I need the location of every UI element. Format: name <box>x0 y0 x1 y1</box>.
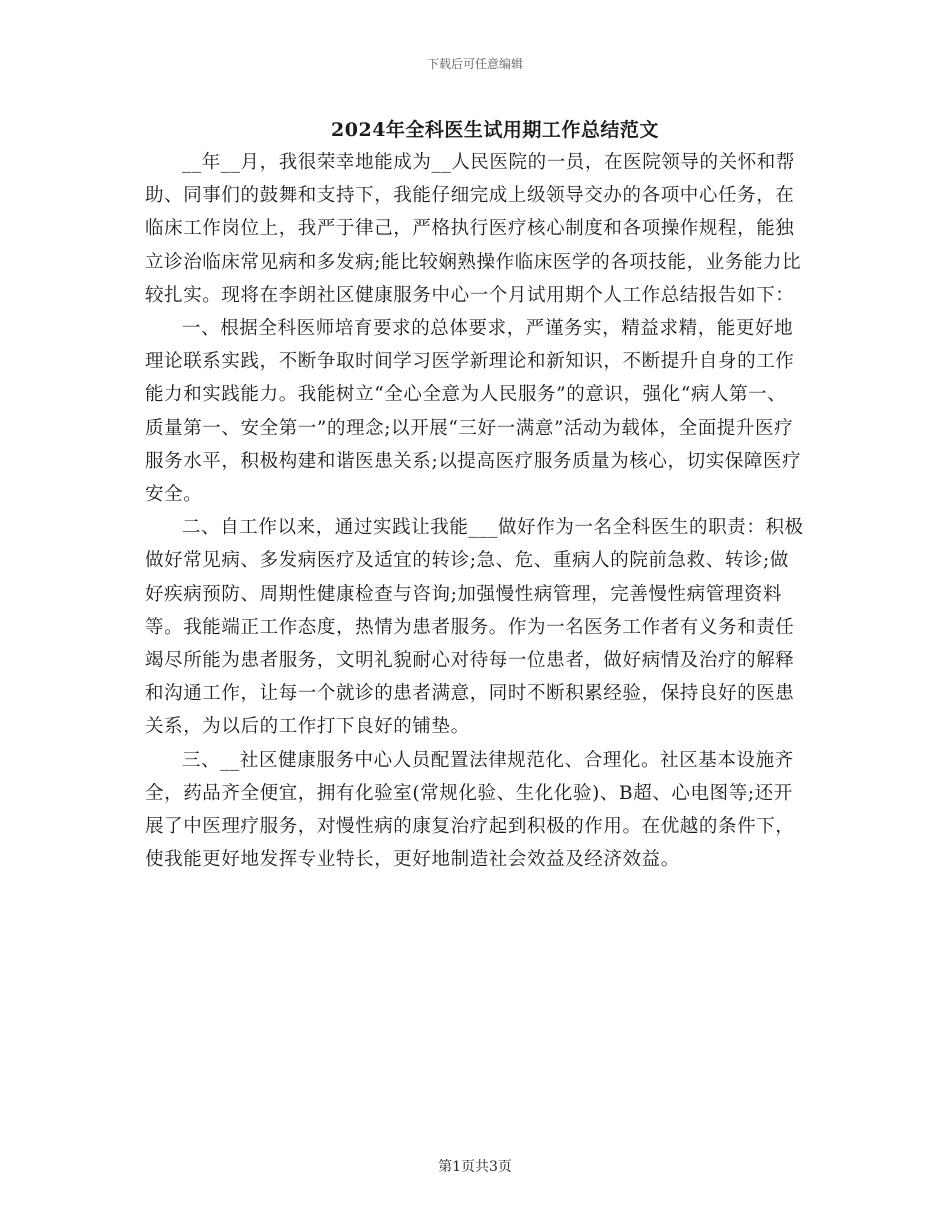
document-body <box>145 146 805 876</box>
page-number-footer: 第1页共3页 <box>438 1159 512 1175</box>
paragraph-section-2: 二、自工作以来，通过实践让我能___做好作为一名全科医生的职责：积极做好常见病、多发病医疗及适宜的转诊;急、危、重病人的院前急救、转诊;做好疾病预防、周期性健康检查与咨询;加强慢性病管理，完善慢性病管理资料等。我能端正工作态度，热情为患者服务。作为一名医务工作者有义务和责任竭尽所能为患者服务，文明礼貌耐心对待每一位患者，做好病情及治疗的解释和沟通工作，让每一个就诊的患者满意，同时不断积累经验，保持良好的医患关系，为以后的工作打下良好的铺垫。 <box>145 517 804 738</box>
paragraph-section-1: 一、根据全科医师培育要求的总体要求，严谨务实，精益求精，能更好地理论联系实践，不断争取时间学习医学新理论和新知识，不断提升自身的工作能力和实践能力。我能树立“全心全意为人民服务”的意识，强化“病人第一、质量第一、安全第一”的理念;以开展“三好一满意”活动为载体，全面提升医疗服务水平，积极构建和谐医患关系;以提高医疗服务质量为核心，切实保障医疗安全。 <box>145 318 802 506</box>
paragraph-intro: __年__月，我很荣幸地能成为__人民医院的一员，在医院领导的关怀和帮助、同事们的鼓舞和支持下，我能仔细完成上级领导交办的各项中心任务，在临床工作岗位上，我严于律己，严格执行医疗核心制度和各项操作规程，能独立诊治临床常见病和多发病;能比较娴熟操作临床医学的各项技能，业务能力比较扎实。现将在李朗社区健康服务中心一个月试用期个人工作总结报告如下： <box>145 152 802 306</box>
header-note: 下载后可任意编辑 <box>426 57 523 71</box>
document-title: 2024年全科医生试用期工作总结范文 <box>331 119 659 141</box>
paragraph-section-3: 三、__社区健康服务中心人员配置法律规范化、合理化。社区基本设施齐全，药品齐全便宜，拥有化验室(常规化验、生化化验)、B超、心电图等;还开展了中医理疗服务，对慢性病的康复治疗起到积极的作用。在优越的条件下，使我能更好地发挥专业特长，更好地制造社会效益及经济效益。 <box>145 749 795 871</box>
